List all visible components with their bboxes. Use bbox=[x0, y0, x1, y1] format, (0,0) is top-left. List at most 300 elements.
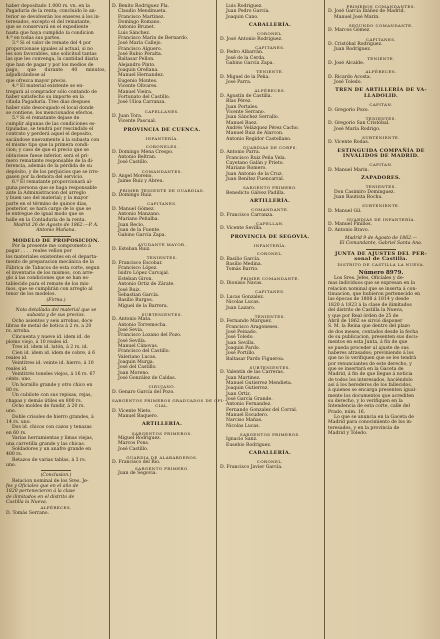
rank-heading: TENIENTE. bbox=[367, 55, 395, 61]
text-line: así á los herederos de los fallecidos, bbox=[328, 382, 413, 388]
rank-heading: SEGUNDO COMANDANTE. bbox=[348, 23, 414, 29]
rank-heading: TENIENTES. bbox=[365, 184, 397, 190]
text-line: le entregue de igual modo que se bbox=[6, 212, 84, 218]
text-line: D. Antonio Parra. bbox=[220, 150, 261, 156]
text-line: José Ruiz. bbox=[118, 287, 141, 293]
text-line: Nicolas Lucas. bbox=[226, 423, 260, 429]
text-line: Madrid, á fin de que llegue á noticia bbox=[328, 372, 413, 378]
column-rule bbox=[109, 0, 110, 639]
text-line: D. Ricardo Acosta. bbox=[328, 74, 372, 80]
text-line: Marcos Pons. bbox=[118, 441, 150, 447]
rank-heading: CAPITAN. bbox=[369, 162, 393, 168]
text-line: guna persona que se haga responsable bbox=[6, 185, 97, 191]
text-line: una carretilla grande y las chicas. bbox=[6, 441, 86, 447]
text-line: D. Vicente Nieto. bbox=[112, 408, 152, 414]
text-line: Ocho asientos y seis arrobas, doce bbox=[12, 318, 93, 324]
text-line: Pagaduría de la renta; concluido lo an- bbox=[6, 9, 97, 15]
rank-heading: CAPITANES. bbox=[147, 201, 177, 207]
text-line: José de la Cerda. bbox=[226, 55, 266, 61]
rank-heading: SARGENTOS PRIMEROS GRADUADOS DE OFI- bbox=[112, 398, 225, 404]
text-line: José María Callejo. bbox=[118, 41, 162, 47]
text-line: D. Juan Tora. bbox=[112, 113, 143, 119]
text-line: su derecho, y lo verifiquen en la bbox=[328, 399, 403, 404]
text-line: José Toledo. bbox=[226, 335, 254, 341]
text-line: José Castillo. bbox=[118, 446, 149, 452]
text-line: se pueda proceder al ajuste de sus bbox=[328, 345, 409, 351]
text-line: 80 rs. bbox=[6, 388, 20, 394]
text-line: Domingo Romano. bbox=[118, 20, 161, 26]
text-line: el mismo tipo que la primera condi- bbox=[6, 142, 89, 148]
text-line: Francisco Lozano del Pozo. bbox=[118, 333, 182, 339]
text-line: las épocas de 1808 á 1814 y desde bbox=[328, 297, 409, 303]
section-separator bbox=[366, 249, 396, 250]
text-line: D. Gregorio Pozo. bbox=[328, 107, 369, 113]
text-line: Manuel Vieira. bbox=[118, 89, 153, 95]
text-line: Antonio Brunet. bbox=[118, 25, 156, 31]
text-line: Joaquin Murga. bbox=[118, 359, 155, 365]
text-line: cion; y caso de que el precio que se bbox=[6, 148, 89, 154]
text-line: Eugenio Montes. bbox=[118, 78, 158, 84]
text-line: Alejandro Pinto. bbox=[118, 62, 156, 68]
section-heading: CABALLERÍA. bbox=[248, 450, 292, 457]
text-line: D. Fernando Marquez. bbox=[220, 319, 273, 325]
text-line: Manuel Hernandez. bbox=[118, 73, 165, 79]
section-heading: MODELO DE PROPOSICION. bbox=[12, 237, 100, 244]
text-line: Fortunato del Castillo. bbox=[118, 94, 171, 100]
text-line: cénts. uno. bbox=[6, 377, 32, 383]
text-line: mentos en esta Junta, á fin de que bbox=[328, 340, 408, 346]
text-line: Varias herramientas y limas viejas, bbox=[12, 436, 94, 442]
text-line: D. Miguel de la Peña. bbox=[220, 74, 270, 80]
text-line: Joaquin Gutierrez. bbox=[226, 386, 269, 392]
rank-heading: ALFÉRECES. bbox=[365, 69, 397, 75]
text-line: plomo viejo, á 10 reales id. bbox=[6, 339, 69, 345]
text-line: D. Marcos Gómez. bbox=[328, 28, 371, 34]
text-line: fes y Oficiales que en el año de bbox=[6, 483, 79, 489]
text-line: D. Domingo Mena Crespo. bbox=[112, 149, 174, 155]
section-heading: INVÁLIDOS DE MADRID. bbox=[342, 152, 420, 159]
text-line: José Portillo. bbox=[226, 351, 256, 357]
rank-heading: TENIENTES. bbox=[365, 115, 397, 121]
text-line: halle en la Contaduría de la renta. bbox=[6, 217, 86, 223]
text-line: Madrid 26 de Agosto de 1862.—P. A. bbox=[13, 223, 99, 229]
text-line: Blas Pérez. bbox=[226, 99, 252, 105]
section-separator bbox=[41, 236, 71, 237]
text-line: José González de Caldas. bbox=[118, 376, 177, 381]
text-line: cumplir algunas de las condiciones es- bbox=[6, 121, 96, 127]
rank-heading: SUBTENIENTES. bbox=[249, 364, 291, 370]
text-line: D. Francisco Carranza. bbox=[220, 212, 274, 218]
text-line: Don Casimiro Dominguez. bbox=[334, 189, 395, 195]
text-line: tregará al comprador sólo contando de bbox=[6, 89, 97, 95]
text-line: teresados, excepto el del rematante, bbox=[6, 20, 91, 26]
text-line: 3.ª Si el valor de remate del 4 por bbox=[12, 41, 92, 47]
text-line: parte en el término de quince dias, bbox=[6, 201, 88, 207]
text-line: pago, que durante 40 minutos, adjudicándose al bbox=[6, 68, 106, 79]
text-line: Juan Martinez. bbox=[226, 375, 261, 381]
text-line: Vicente Olivares. bbox=[118, 84, 158, 90]
text-line: haber satisfecho su importe en la bbox=[6, 94, 84, 100]
text-line: citada Pagaduría. Tres dias despues bbox=[6, 100, 91, 106]
section-heading: ARTILLERÍA. bbox=[249, 198, 291, 204]
text-line: D. Dionisio Navas. bbox=[220, 281, 263, 287]
text-line: Juan Bautista Rocha. bbox=[334, 194, 383, 200]
text-line: D. Esteban Ruiz. bbox=[112, 247, 151, 253]
text-line: José Sevia. bbox=[118, 327, 144, 333]
section-separator bbox=[41, 305, 71, 306]
text-line: Vicente Pascual. bbox=[118, 119, 157, 125]
text-line: José del Castillo. bbox=[118, 365, 157, 371]
text-line: José Castillo. bbox=[118, 160, 149, 166]
text-line: Juan Sánchez Serrallo. bbox=[226, 115, 280, 121]
rank-heading: TENIENTES. bbox=[146, 255, 178, 261]
rank-heading: CORONEL. bbox=[256, 459, 284, 465]
text-line: Manuel Escudero. bbox=[226, 413, 269, 419]
text-line: José María Rodrigo. bbox=[334, 126, 381, 132]
text-line: Francisco Alguero. bbox=[118, 46, 163, 52]
section-heading: JUNTA DE AJUSTES DEL PER- bbox=[334, 250, 428, 257]
rank-heading: CORONEL. bbox=[256, 31, 284, 37]
text-line: Prado, núm. 16. bbox=[328, 409, 366, 415]
text-line: D. Manuel Pinillos. bbox=[328, 222, 372, 228]
text-line: D. Francisco Javier García. bbox=[220, 464, 283, 470]
text-line: Tres id. idem id. latón, á 2 rs. id. bbox=[12, 345, 89, 351]
text-line: D. Vicente Sevilla. bbox=[220, 226, 263, 232]
rank-heading: CAPITANES. bbox=[255, 289, 285, 295]
rank-heading: CORONEL. bbox=[256, 251, 284, 257]
text-line: Fábrica de Tabacos de esta corte, segun bbox=[6, 265, 100, 271]
text-line: mero rematante responsable de la di- bbox=[6, 158, 94, 164]
text-line: por renunciantes de este derecho, y bbox=[328, 361, 412, 367]
text-line: obtuviese fuese inferior, será el pri- bbox=[6, 153, 89, 159]
text-line: D. Antonio Mata. bbox=[112, 317, 152, 323]
text-line: las que les convenga, la cantidad diaria bbox=[6, 57, 99, 63]
text-line: El Comandante, Gabriel Santa Ana. bbox=[339, 241, 423, 247]
text-line: D. Lucas Gonzalez. bbox=[220, 294, 265, 300]
text-line: Joaquin Orellana. bbox=[118, 68, 159, 74]
rank-heading: CAPELLAN. bbox=[256, 221, 284, 227]
text-line: Veintitrés toneles viejos, á 16 rs. 67 bbox=[12, 372, 96, 378]
rank-heading: CAPELLANES. bbox=[144, 108, 180, 114]
text-line: pagar . . . . reales vellon por bbox=[6, 249, 72, 255]
text-line: Cien id. idem id. idem de cobre, á 6 bbox=[12, 350, 96, 356]
text-line: y buen uso del material; y la mayor bbox=[6, 196, 89, 202]
text-line: Narciso Mañas. bbox=[226, 418, 263, 424]
text-line: Miguel de la Barrera. bbox=[118, 303, 169, 309]
text-line: D. Benito Rodriguez Pla. bbox=[112, 4, 170, 9]
text-line: D. Gregorio San Cristóbal. bbox=[328, 121, 390, 127]
text-line: haberes atrasados; previniendo á los bbox=[328, 350, 414, 356]
text-line: Francisco López. bbox=[118, 266, 158, 272]
text-line: que se insertará en la Gaceta de bbox=[328, 366, 404, 372]
text-line: Juan Rodríguez. bbox=[334, 47, 372, 53]
text-line: ante la Administracion del arreglo bbox=[6, 191, 86, 197]
text-line: Basilio Burgos. bbox=[118, 298, 154, 304]
section-separator bbox=[41, 470, 71, 471]
text-line: Juan Antonio de la Cruz. bbox=[226, 171, 283, 177]
text-line: depósito, y de los perjuicios que se irro- bbox=[6, 169, 100, 175]
text-line: Miguel Rodriguez. bbox=[118, 436, 162, 442]
rank-heading: SUBTENIENTES. bbox=[141, 311, 183, 317]
section-heading: sonal de Castilla. bbox=[354, 256, 408, 263]
text-line: Andrés Velázquez Pérez Cacho. bbox=[226, 125, 300, 131]
text-line: se contiene, los mencionados efectos. bbox=[6, 110, 94, 116]
text-line: Castilla la Nueva. bbox=[6, 499, 48, 505]
text-line: les son favorables, uno solicitud tantas bbox=[6, 52, 97, 58]
text-line: D. Vicente Rodas. bbox=[328, 140, 370, 146]
text-line: Francisco Aragoneses. bbox=[226, 324, 279, 330]
text-line: uno. bbox=[6, 462, 17, 468]
text-line: Manuel Baquero. bbox=[118, 414, 159, 420]
text-line: ferencia, además de la pérdida de su bbox=[6, 164, 92, 170]
text-line: José Parra. bbox=[226, 80, 252, 86]
text-line: mente los documentos que acrediten bbox=[328, 393, 415, 399]
text-line: D. Manuel Gil. bbox=[328, 208, 362, 214]
text-line: D. Genaro García del Pozo. bbox=[112, 389, 175, 395]
text-line: Luis Sánchez. bbox=[118, 30, 151, 36]
text-line: D. Agustín de Castilla. bbox=[220, 93, 272, 99]
text-line: uno. bbox=[6, 409, 17, 415]
text-line: Manuel Baez. bbox=[226, 120, 258, 126]
text-line: Juan Lazaro. bbox=[226, 305, 256, 311]
text-line: D. José García Ibáñez de Madrid. bbox=[328, 9, 406, 15]
text-line: relacion nominal que se inserta á con- bbox=[328, 286, 417, 292]
text-line: á quienes se encarga presenten igual- bbox=[328, 388, 417, 394]
rank-heading: CORONELES. bbox=[145, 144, 179, 150]
text-line: 6.ª El rematante proporcionará al- bbox=[12, 180, 93, 186]
column-4 bbox=[328, 4, 434, 633]
text-line: Jaime Ruiz y Abreu. bbox=[118, 179, 164, 185]
rank-heading: GUARDIAS DE INFANTERÍA. bbox=[346, 217, 416, 222]
text-line: Intendencia de esta corte, calle del bbox=[328, 404, 410, 410]
text-line: Mariano Peñalba. bbox=[118, 217, 159, 223]
text-line: Cincuenta y nueve id. idem id. de bbox=[12, 334, 90, 340]
text-line: Relacion nominal de los Sres. Je- bbox=[12, 478, 89, 484]
text-line: D. Antonio Bravo. bbox=[328, 227, 370, 233]
rank-heading: SUBTENIENTE. bbox=[362, 203, 400, 209]
text-line: Juan Portales. bbox=[226, 104, 259, 110]
text-line: D. Valentín de las Carreras. bbox=[220, 370, 285, 376]
text-line: José García Grande. bbox=[226, 397, 273, 402]
text-line: Un cubilote con sus repisas, rejas, bbox=[12, 393, 92, 399]
text-line: glo á las condiciones que se han es- bbox=[6, 276, 90, 282]
text-line: Juan Ortiz. bbox=[226, 391, 252, 397]
text-line: Mariano Romero. bbox=[226, 166, 267, 172]
text-line: Gabino García Zapa. bbox=[226, 61, 274, 67]
text-line: Nicolas Lucas. bbox=[226, 300, 260, 306]
text-line: en 60 rs. bbox=[6, 430, 27, 436]
rank-heading: CAPITANES. bbox=[366, 36, 396, 42]
section-heading: PROVINCIA DE SEGOVIA. bbox=[230, 233, 310, 240]
rank-heading: SARGENTOS PRIMEROS. bbox=[239, 432, 301, 438]
rank-heading: SUBTENIENTE. bbox=[362, 134, 400, 140]
notice-number: Número 8979. bbox=[358, 269, 404, 276]
text-line: Francisco Marin de Bernardo. bbox=[118, 36, 189, 42]
text-line: Antonio Ortiz de Zárate. bbox=[118, 282, 175, 288]
text-line: Doble crisoles de hierro grandes, á bbox=[12, 414, 94, 420]
rank-heading: COMANDANTE. bbox=[251, 207, 289, 213]
text-line: de ilimitados en el distrito de bbox=[6, 494, 75, 500]
column-1 bbox=[6, 4, 106, 633]
text-line: Ocho moldes de fundir, á 20 rs. bbox=[12, 404, 85, 410]
text-line: Juan Sevilla. bbox=[226, 340, 256, 346]
text-line: Fernando Gonzalez del Corral. bbox=[226, 407, 298, 413]
rank-heading: SARGENTO PRIMERO. bbox=[135, 465, 189, 471]
text-line: los materiales existentes en el departa- bbox=[6, 254, 98, 260]
text-line: Manuel Gutierrez Mendieta. bbox=[226, 380, 293, 386]
text-line: gasen por la demora del servicio. bbox=[6, 175, 84, 180]
text-line: Abril de 1862 se sirvió disponer bbox=[328, 318, 403, 324]
text-line: D. Tomás Serrano. bbox=[6, 510, 49, 516]
text-line: Nota detallada del material que se bbox=[15, 307, 97, 313]
text-line: mos, que se cumplirán con arreglo al bbox=[6, 286, 93, 292]
text-line: Baltasar Pardo Figueroa. bbox=[226, 356, 285, 362]
text-line: 4.ª El material existente se en- bbox=[12, 84, 84, 90]
text-line: mento de preparacion mecánica de la bbox=[6, 260, 94, 266]
text-line: D. Manuel Marin. bbox=[328, 167, 369, 173]
text-line: del distrito de Castilla la Nueva, bbox=[328, 308, 404, 314]
section-heading: ARTILLERÍA. bbox=[141, 421, 183, 428]
text-line: que se conservará en el expediente bbox=[6, 25, 89, 31]
text-line: Retazos de varias tablas, á 3 rs. bbox=[12, 457, 87, 463]
section-heading: TREN DE ARTILLERÍA DE VA- bbox=[335, 87, 427, 94]
text-line: (Conclusion.) bbox=[40, 473, 72, 479]
text-line: 1820 á 1823 á la clase de ilimitados bbox=[328, 302, 412, 308]
text-line: haber depositado 1.000 rs. vn. en la bbox=[6, 4, 90, 9]
text-line: chapas y demás útiles en 800 rs. bbox=[6, 398, 83, 404]
text-line: Baltasar Pellon. bbox=[118, 57, 155, 63]
section-heading: CABALLERÍA. bbox=[248, 22, 292, 29]
text-line: Joaquin Pardo. bbox=[226, 345, 261, 351]
text-line: reales id. bbox=[6, 356, 28, 361]
text-line: Basilio Medina. bbox=[226, 262, 263, 268]
text-line: D. Francisco Escobar. bbox=[112, 260, 163, 266]
text-line: Sebastian García. bbox=[118, 292, 160, 298]
text-line: Gabino García Zapa. bbox=[118, 233, 166, 239]
text-line: el inventario de los mismos, con arre- bbox=[6, 270, 94, 276]
text-line: tenor de los modelos. bbox=[6, 292, 56, 298]
text-line: sacándose nuevamente á la subasta con bbox=[6, 137, 100, 143]
text-line: Francisco Ruiz Peña Vela. bbox=[226, 155, 287, 161]
rank-heading: PRIMEROS COMANDANTES. bbox=[346, 4, 416, 9]
text-line: Joaquin Cano. bbox=[226, 14, 259, 20]
text-line: tipuladas, se tendrá por rescindido el bbox=[6, 126, 94, 132]
text-line: Vicente Serrano. bbox=[226, 109, 266, 115]
text-line: subasta y de sus precios. bbox=[26, 313, 86, 319]
text-line: Juan Benítez Fuencarral. bbox=[226, 176, 285, 182]
text-line: tinuacion, que hubieron pertenecido en bbox=[328, 292, 421, 298]
text-line: Antonio Mañana. bbox=[36, 228, 76, 234]
text-line: libras de metal de botica á 2 rs. a 20 bbox=[6, 323, 92, 329]
text-line: teresados, y en la provincia de bbox=[328, 425, 400, 431]
text-line: Madrid 9 de Agosto de 1862.— bbox=[344, 236, 418, 242]
text-line: contrato y perderá aquel el deposito, bbox=[6, 132, 93, 138]
text-line: Por la presente me comprometo á bbox=[12, 244, 91, 250]
rank-heading: CAPITANES. bbox=[255, 45, 285, 51]
text-line: José Peinado. bbox=[226, 329, 257, 335]
column-rule bbox=[324, 0, 325, 639]
text-line: que han de pagar y por los medios de bbox=[6, 62, 94, 68]
section-heading: ZAPADORES. bbox=[361, 174, 401, 181]
text-line: Valeriano Lucas. bbox=[118, 354, 157, 360]
text-line: D. José Antonio Rodriguez. bbox=[220, 36, 283, 42]
text-line: Eusebio Rodriguez. bbox=[226, 442, 272, 448]
text-line: 5.ª Si el rematante dejase de bbox=[12, 116, 80, 122]
rank-heading: DISTRITO DE CASTILLA LA NUEVA. bbox=[337, 262, 425, 268]
text-line: D. Francisco del Rio. bbox=[112, 460, 161, 466]
text-line: Dos id. chicos con cazos y tenazas bbox=[12, 425, 92, 431]
text-line: Juan Pedro García. bbox=[226, 9, 270, 15]
text-line: Francisco del Castillo. bbox=[118, 349, 170, 355]
text-line: proporcionase iguales al actual, si no bbox=[6, 46, 93, 52]
rank-heading: SARGENTO PRIMERO. bbox=[243, 185, 297, 191]
text-line: Benedicto Gálvez Padilla. bbox=[226, 190, 286, 196]
rank-heading: GUARDIAS DE CORPS. bbox=[242, 144, 298, 150]
text-line: Tomás Barrio. bbox=[226, 267, 259, 273]
rank-heading: ALFÉRECES. bbox=[40, 505, 72, 511]
section-heading: ESTINGUIDA COMPAÑÍA DE bbox=[337, 147, 425, 154]
text-line: hasta que haya cumplido la condicion bbox=[6, 30, 94, 36]
text-line: Claudio Mendinueta. bbox=[118, 9, 167, 15]
text-line: tablecido para el remate de los mis- bbox=[6, 281, 90, 287]
text-line: Manuel Cánovas. bbox=[118, 343, 159, 349]
section-heading: LLADOLID. bbox=[363, 92, 399, 99]
text-line: José Ulloa Carranza. bbox=[118, 100, 166, 106]
text-line: Francisco Martinez. bbox=[118, 14, 165, 20]
text-line: Soldadores y un anafre grande en bbox=[12, 446, 92, 452]
rank-heading: INFANTERÍA. bbox=[145, 135, 179, 141]
text-line: de dos meses, contados desde la fecha bbox=[328, 329, 418, 335]
text-line: Esteban Giron. bbox=[118, 276, 153, 282]
section-heading: PROVINCIA DE CUENCA. bbox=[123, 126, 201, 133]
text-line: terior se devolverán los enseres á los in- bbox=[6, 14, 101, 20]
text-line: Antonio Regidor Castellano. bbox=[226, 136, 292, 142]
text-line: Veintitres id. veinte id. hierro, á 10 bbox=[12, 361, 94, 367]
rank-heading: TENIENTES. bbox=[254, 313, 286, 319]
text-line: D. Basilio García. bbox=[220, 256, 261, 262]
rank-heading: TENIENTE. bbox=[256, 69, 284, 75]
text-line: Lo que se anuncia en la Gaceta de bbox=[334, 415, 414, 421]
text-line: Antonio Manzano. bbox=[118, 212, 161, 218]
text-line: (Firma.) bbox=[46, 297, 66, 303]
text-line: de todos los interesados, haciéndolo bbox=[328, 377, 413, 383]
text-line: D. Domingo Ruiz. bbox=[112, 193, 153, 198]
rank-heading: GUARDIA DE ALABARDEROS. bbox=[126, 455, 198, 461]
text-line: D. José Alcalde. bbox=[328, 61, 365, 67]
text-line: 400 rs. bbox=[6, 452, 23, 458]
text-line: 1820 pertenecieron á la clase bbox=[6, 489, 76, 495]
rank-heading: INFANTERÍA. bbox=[253, 243, 287, 249]
text-line: Juan de Segovia. bbox=[118, 471, 157, 477]
rank-heading: PRIMER COMANDANTE. bbox=[240, 275, 300, 281]
rank-heading: CIRUJANO. bbox=[148, 384, 176, 390]
text-line: Juan de la Fuente. bbox=[118, 228, 161, 234]
text-line: Juan Moreno. bbox=[118, 370, 150, 376]
rank-heading: PRIMER TENIENTE DE GUARDIAS. bbox=[119, 187, 205, 193]
text-line: D. Cristóbal Rodriguez. bbox=[328, 42, 383, 48]
text-line: posterior, se hará cargo de lo que se bbox=[6, 207, 91, 213]
rank-heading: AYUDANTE MAYOR. bbox=[137, 241, 187, 247]
text-line: S. M. la Reina que dentro del plazo bbox=[328, 324, 410, 330]
text-line: y que por Real órden de 25 de bbox=[328, 313, 399, 319]
text-line: José Toledo. bbox=[334, 80, 362, 86]
text-line: Ignacio Sanz. bbox=[226, 437, 258, 443]
rank-heading: CIAL. bbox=[155, 403, 169, 409]
text-line: Antonio Fernandez. bbox=[226, 402, 272, 408]
text-line: D. Manuel Gómez. bbox=[112, 206, 155, 212]
text-line: D. Pedro Albarrán. bbox=[220, 50, 264, 56]
column-2 bbox=[112, 4, 225, 633]
